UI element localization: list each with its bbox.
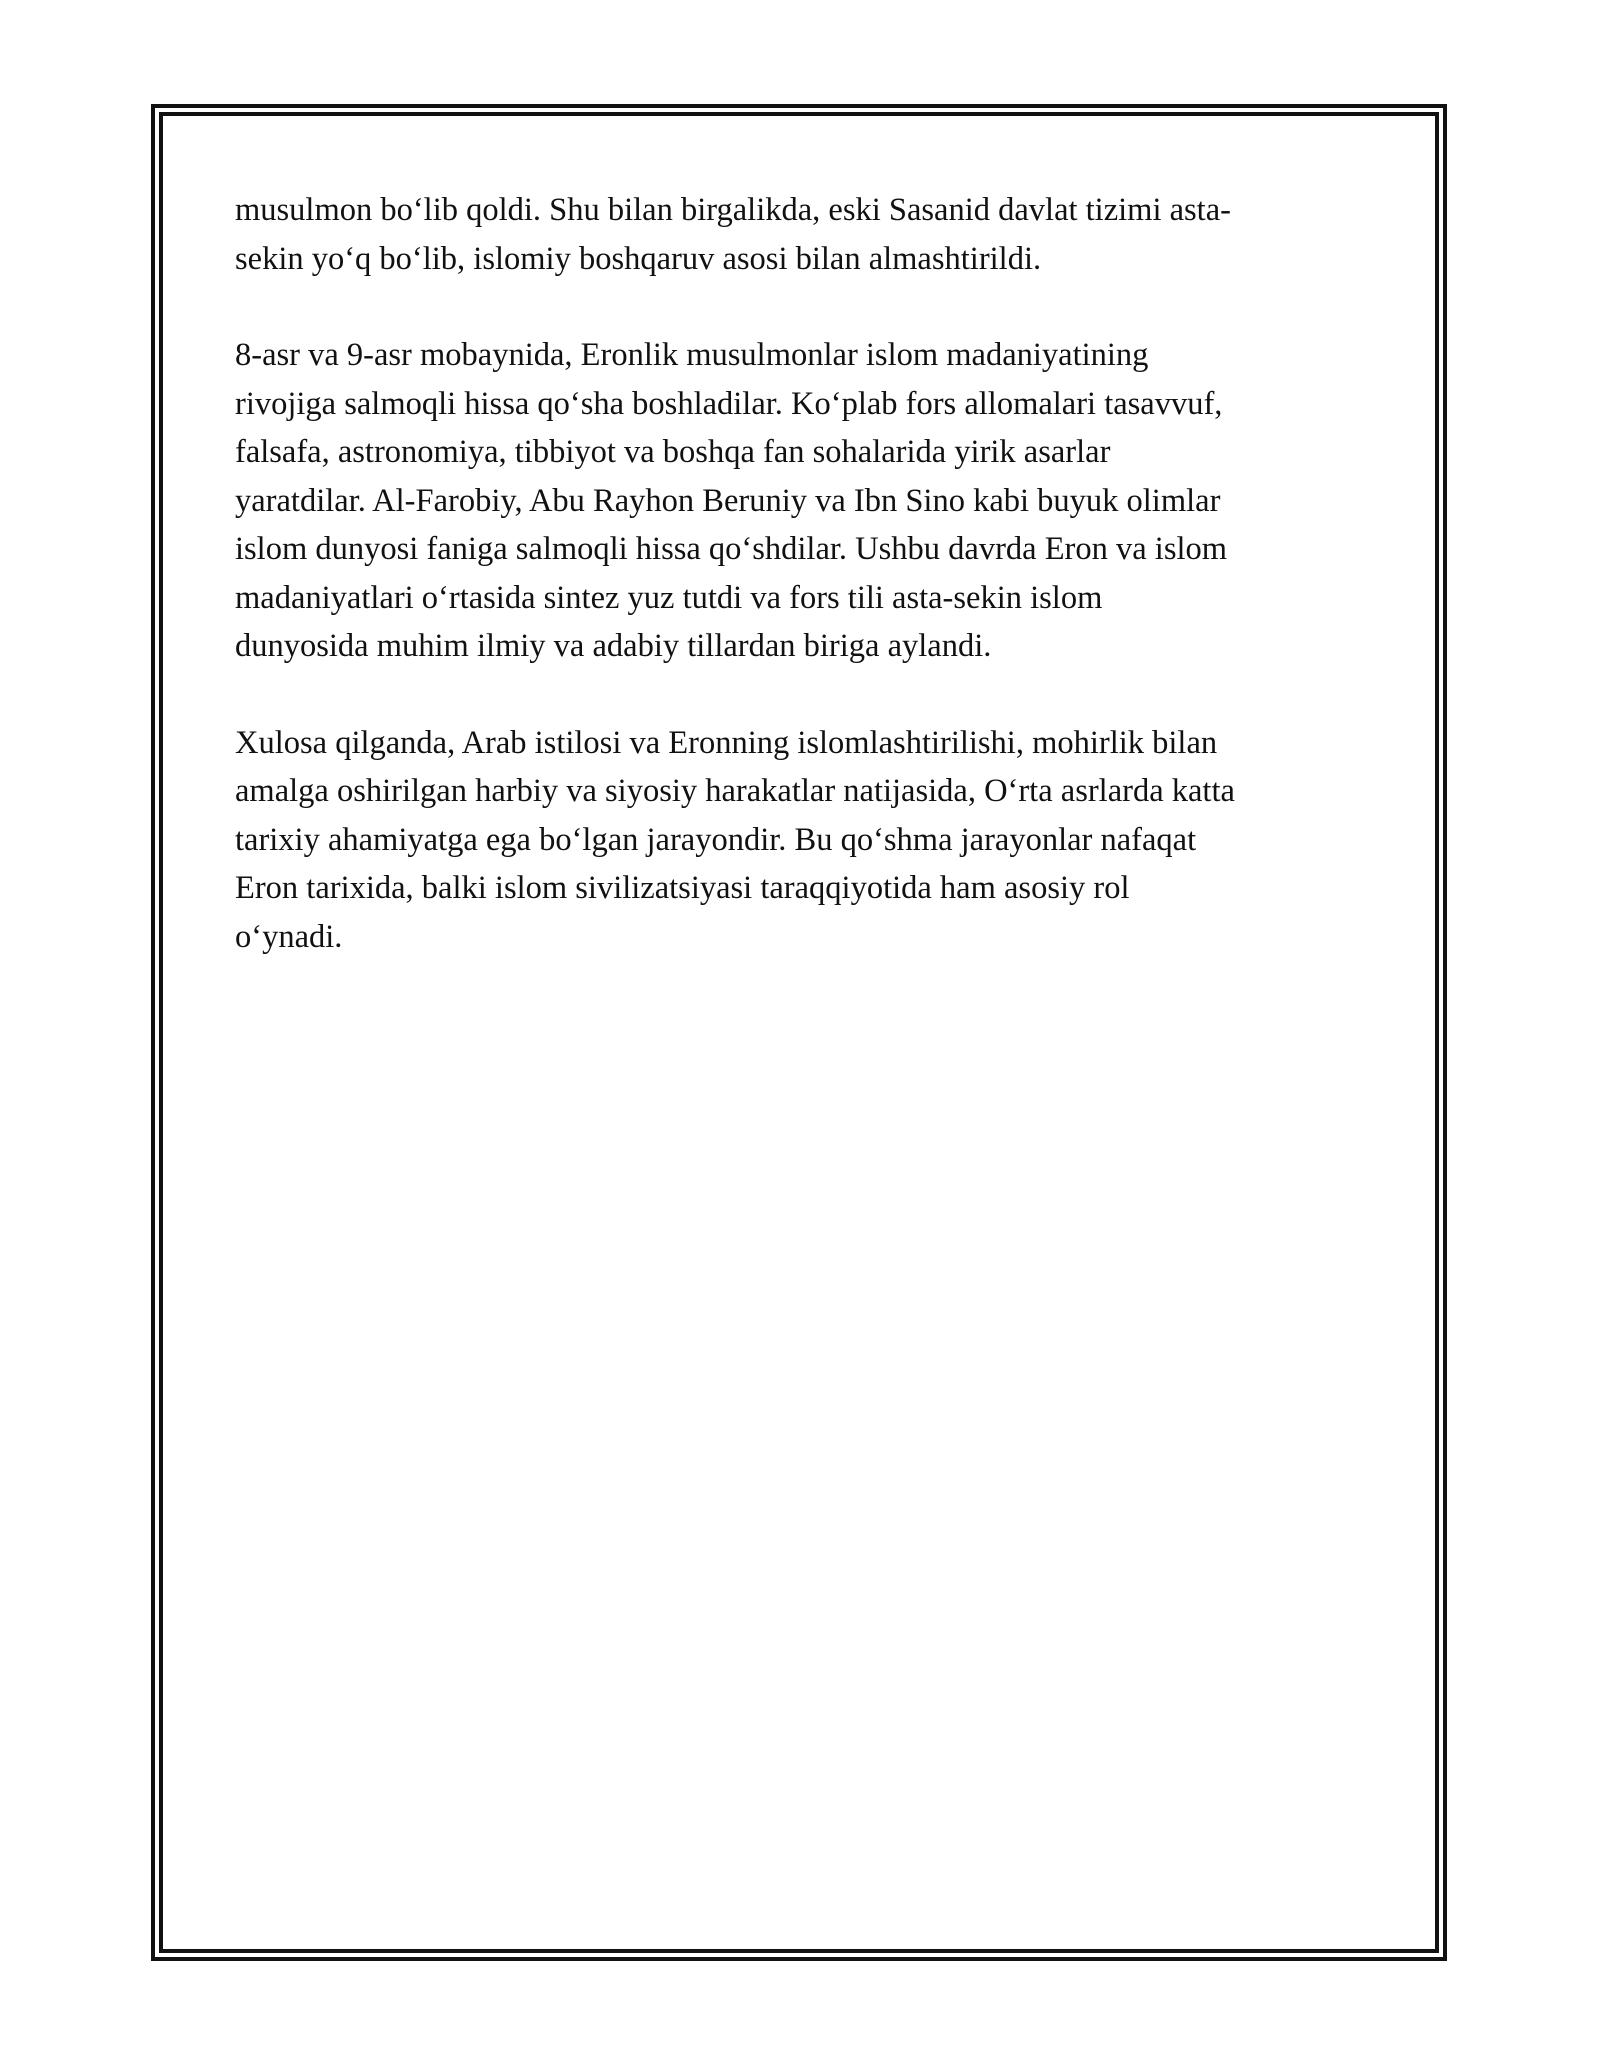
page-body <box>235 186 1365 1009</box>
paragraph-2: 8-asr va 9-asr mobaynida, Eronlik musulmonlar islom madaniyatining rivojiga salmoqli hissa qo‘sha boshladilar. Ko‘plab fors allomalari tasavvuf, falsafa, astronomiya, tibbiyot va boshqa fan sohalarida yirik asarlar yaratdilar. Al-Farobiy, Abu Rayhon Beruniy va Ibn Sino kabi buyuk olimlar islom dunyosi faniga salmoqli hissa qo‘shdilar. Ushbu davrda Eron va islom madaniyatlari o‘rtasida sintez yuz tutdi va fors tili asta-sekin islom dunyosida muhim ilmiy va adabiy tillardan biriga aylandi. <box>235 337 1228 664</box>
paragraph-3: Xulosa qilganda, Arab istilosi va Eronning islomlashtirilishi, mohirlik bilan amalga oshirilgan harbiy va siyosiy harakatlar natijasida, O‘rta asrlarda katta tarixiy ahamiyatga ega bo‘lgan jarayondir. Bu qo‘shma jarayonlar nafaqat Eron tarixida, balki islom sivilizatsiyasi taraqqiyotida ham asosiy rol o‘ynadi. <box>235 724 1235 955</box>
paragraph-1: musulmon bo‘lib qoldi. Shu bilan birgalikda, eski Sasanid davlat tizimi asta- sekin yo‘q bo‘lib, islomiy boshqaruv asosi bilan almashtirildi. <box>235 192 1231 277</box>
